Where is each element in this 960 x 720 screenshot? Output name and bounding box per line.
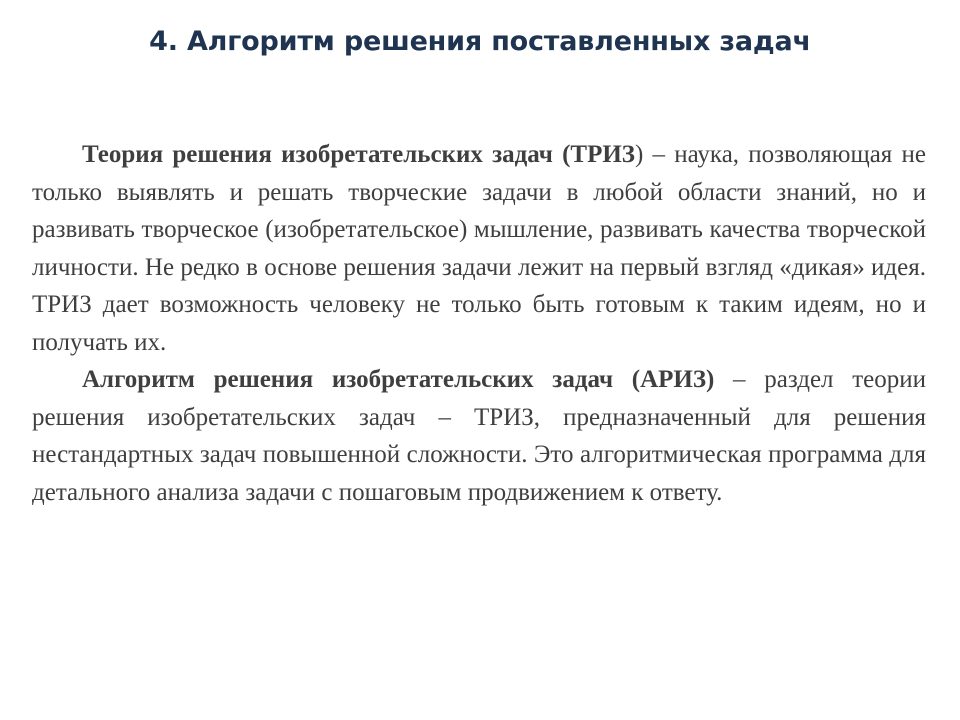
paragraph-ariz <box>32 361 926 511</box>
term-ariz: Алгоритм решения изобретательских задач (АРИЗ) <box>82 366 715 393</box>
paragraph-triz-text: ) – наука, позволяющая не только выявлять и решать творческие задачи в любой области знаний, но и развивать творческое (изобретательское) мышление, развивать качества творческой личности. Не редко в основе решения задачи лежит на первый взгляд «дикая» идея. ТРИЗ дает возможность человеку не только быть готовым к таким идеям, но и получать их. <box>32 141 926 356</box>
paragraph-triz <box>32 136 926 361</box>
term-triz: Теория решения изобретательских задач (ТРИЗ <box>82 141 635 168</box>
paragraph-ariz-text: – раздел теории решения изобретательских задач – ТРИЗ, предназначенный для решения нестандартных задач повышенной сложности. Это алгоритмическая программа для детального анализа задачи с пошаговым продвижением к ответу. <box>32 366 926 506</box>
slide-title: 4. Алгоритм решения поставленных задач <box>149 26 811 57</box>
slide-body <box>32 136 926 511</box>
